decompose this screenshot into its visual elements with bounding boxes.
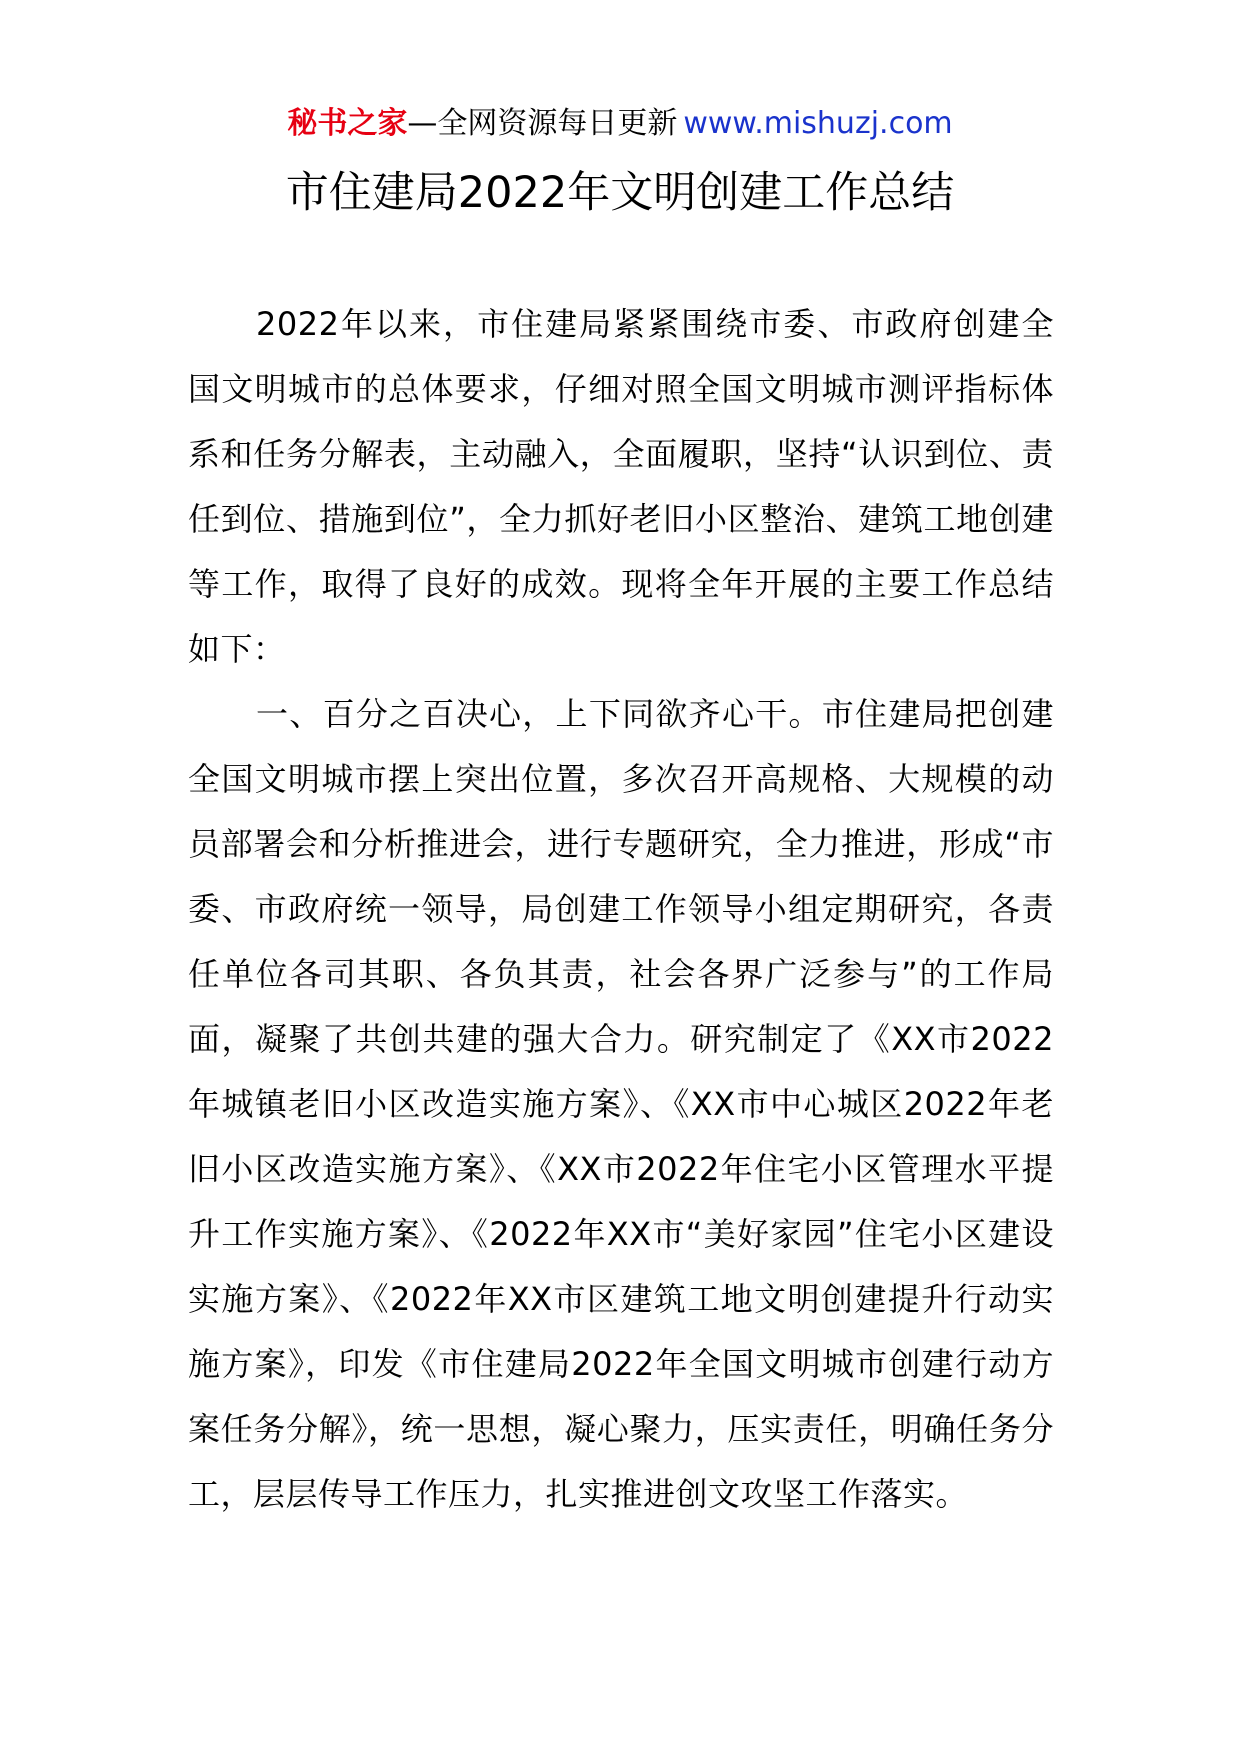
brand-name: 秘书之家 — [287, 106, 408, 141]
paragraph-intro: 2022年以来，市住建局紧紧围绕市委、市政府创建全国文明城市的总体要求，仔细对照全国文明城市测评指标体系和任务分解表，主动融入，全面履职，坚持“认识到位、责任到位、措施到位”，全力抓好老旧小区整治、建筑工地创建等工作，取得了良好的成效。现将全年开展的主要工作总结如下： — [188, 305, 1054, 668]
header-tagline: —全网资源每日更新 — [407, 106, 678, 141]
site-header — [0, 100, 1240, 148]
document-body — [188, 292, 1054, 1527]
site-link[interactable]: www.mishuzj.com — [683, 106, 953, 141]
paragraph-section-one: 一、百分之百决心，上下同欲齐心干。市住建局把创建全国文明城市摆上突出位置，多次召开高规格、大规模的动员部署会和分析推进会，进行专题研究，全力推进，形成“市委、市政府统一领导，局创建工作领导小组定期研究，各责任单位各司其职、各负其责，社会各界广泛参与”的工作局面，凝聚了共创共建的强大合力。研究制定了《XX市2022年城镇老旧小区改造实施方案》、《XX市中心城区2022年老旧小区改造实施方案》、《XX市2022年住宅小区管理水平提升工作实施方案》、《2022年XX市“美好家园”住宅小区建设实施方案》、《2022年XX市区建筑工地文明创建提升行动实施方案》，印发《市住建局2022年全国文明城市创建行动方案任务分解》，统一思想，凝心聚力，压实责任，明确任务分工，层层传导工作压力，扎实推进创文攻坚工作落实。 — [188, 695, 1054, 1513]
document-title: 市住建局2022年文明创建工作总结 — [285, 168, 955, 218]
